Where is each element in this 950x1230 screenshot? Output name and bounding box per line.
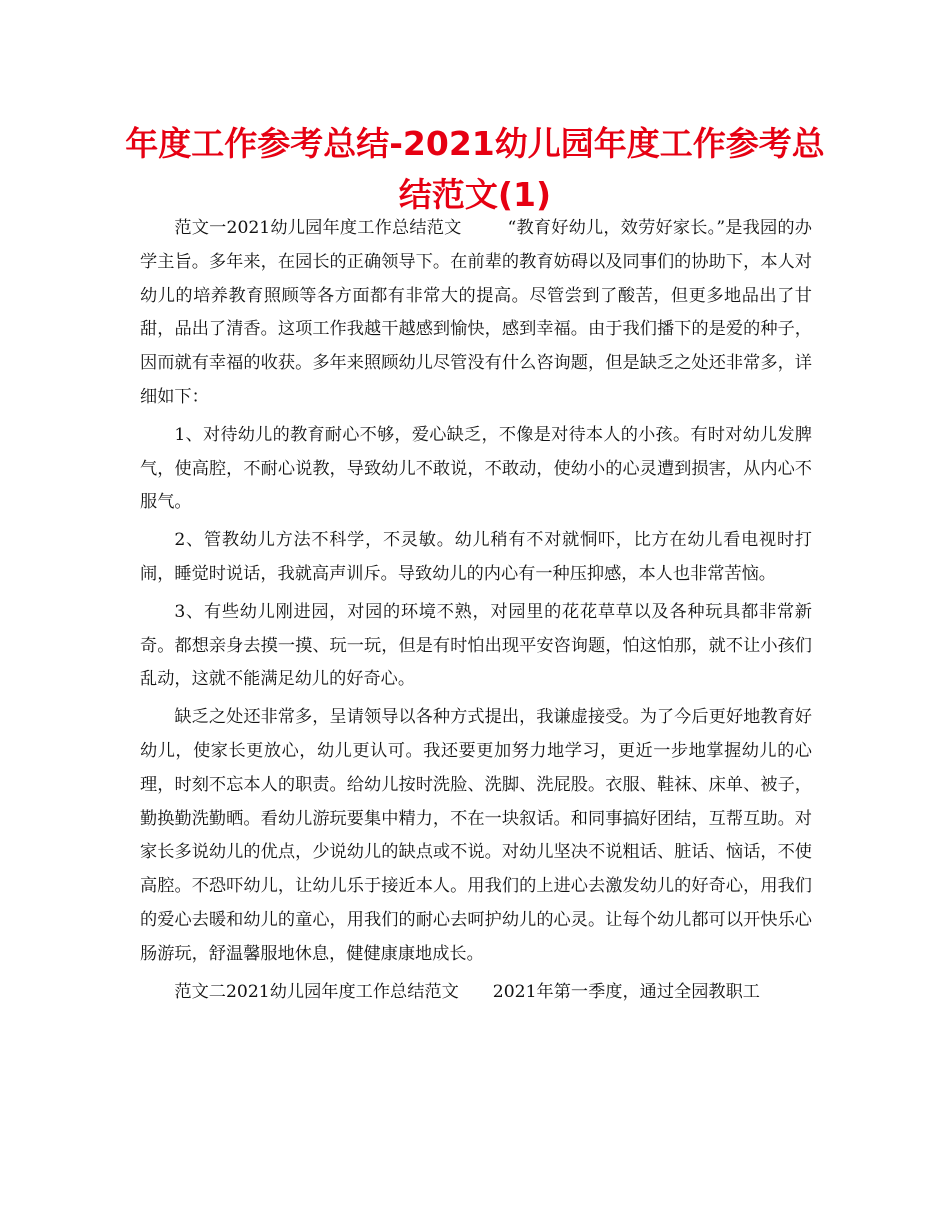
document-title: 年度工作参考总结-2021幼儿园年度工作参考总结范文(1)	[125, 124, 825, 214]
document-body	[140, 212, 812, 1013]
paragraph-4: 3、有些幼儿刚进园，对园的环境不熟，对园里的花花草草以及各种玩具都非常新奇。都想亲身去摸一摸、玩一玩，但是有时怕出现平安咨询题，怕这怕那，就不让小孩们乱动，这就不能满足幼儿的好奇心。	[140, 601, 812, 690]
paragraph-1	[140, 212, 812, 415]
paragraph-3: 2、管教幼儿方法不科学，不灵敏。幼儿稍有不对就恫吓，比方在幼儿看电视时打闹，睡觉时说话，我就高声训斥。导致幼儿的内心有一种压抑感，本人也非常苦恼。	[140, 530, 812, 584]
paragraph-6-text: 2021年第一季度，通过全园教职工	[492, 981, 760, 1002]
paragraph-2: 1、对待幼儿的教育耐心不够，爱心缺乏，不像是对待本人的小孩。有时对幼儿发脾气，使高腔，不耐心说教，导致幼儿不敢说，不敢动，使幼小的心灵遭到损害，从内心不服气。	[140, 424, 812, 513]
paragraph-5: 缺乏之处还非常多，呈请领导以各种方式提出，我谦虚接受。为了今后更好地教育好幼儿，使家长更放心，幼儿更认可。我还要更加努力地学习，更近一步地掌握幼儿的心理，时刻不忘本人的职责。给幼儿按时洗脸、洗脚、洗屁股。衣服、鞋袜、床单、被子，勤换勤洗勤晒。看幼儿游玩要集中精力，不在一块叙话。和同事搞好团结，互帮互助。对家长多说幼儿的优点，少说幼儿的缺点或不说。对幼儿坚决不说粗话、脏话、恼话，不使高腔。不恐吓幼儿，让幼儿乐于接近本人。用我们的上进心去激发幼儿的好奇心，用我们的爱心去暖和幼儿的童心，用我们的耐心去呵护幼儿的心灵。让每个幼儿都可以开快乐心肠游玩，舒温馨服地休息，健健康康地成长。	[140, 707, 812, 964]
paragraph-1-lead: 范文一2021幼儿园年度工作总结范文	[174, 218, 462, 238]
paragraph-6-lead: 范文二2021幼儿园年度工作总结范文	[174, 981, 459, 1002]
paragraph-1-text: “教育好幼儿，效劳好家长。”是我园的办学主旨。多年来，在园长的正确领导下。在前辈的教育妨碍以及同事们的协助下，本人对幼儿的培养教育照顾等各方面都有非常大的提高。尽管尝到了酸苦，但更多地品出了甘甜，品出了清香。这项工作我越干越感到愉快，感到幸福。由于我们播下的是爱的种子，因而就有幸福的收获。多年来照顾幼儿尽管没有什么咨询题，但是缺乏之处还非常多，详细如下：	[140, 218, 812, 407]
paragraph-6	[140, 976, 812, 1010]
